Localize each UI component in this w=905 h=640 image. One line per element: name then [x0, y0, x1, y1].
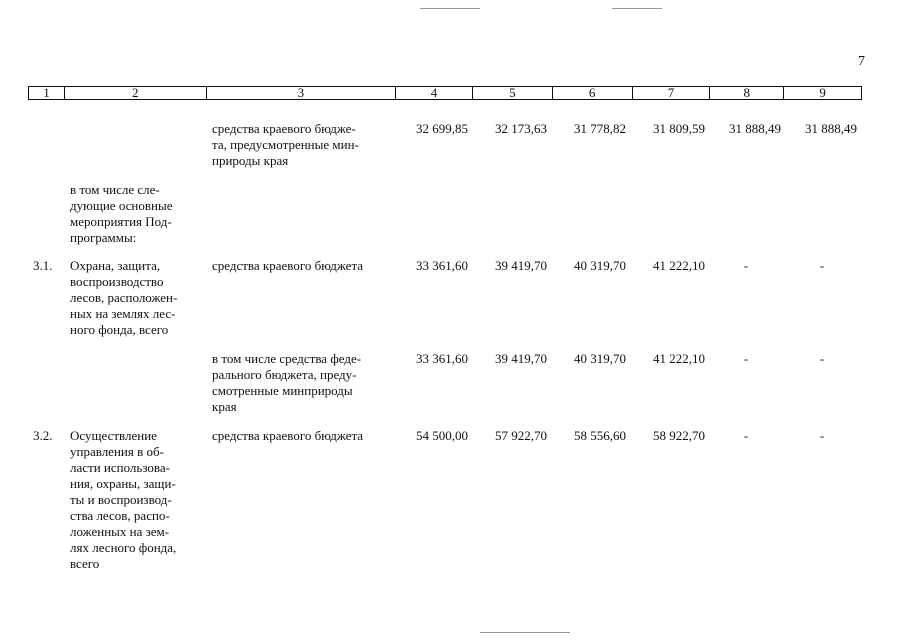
value-col-5: 32 173,63	[495, 121, 547, 136]
text-line: всего	[70, 556, 100, 571]
value-col-9: -	[819, 428, 825, 443]
text-line: в том числе средства феде-	[212, 351, 362, 366]
value-col-4: 54 500,00	[416, 428, 468, 443]
text-line: ния, охраны, защи-	[70, 476, 176, 491]
value-col-8: -	[743, 351, 749, 366]
value-col-4: 33 361,60	[416, 351, 468, 366]
funding-source-cell	[212, 121, 390, 169]
value-col-6: 58 556,60	[574, 428, 626, 443]
value-col-9: -	[819, 258, 825, 273]
text-line: смотренные минприроды	[212, 383, 353, 398]
text-line: та, предусмотренные мин-	[212, 137, 359, 152]
value-col-8: -	[743, 428, 749, 443]
column-header-7: 7	[633, 87, 711, 99]
value-col-9: 31 888,49	[805, 121, 857, 136]
column-header-6: 6	[553, 87, 633, 99]
scan-artifact	[612, 8, 662, 9]
value-col-7: 41 222,10	[653, 258, 705, 273]
page-number: 7	[858, 54, 865, 69]
text-line: воспроизводство	[70, 274, 164, 289]
column-header-1: 1	[29, 87, 65, 99]
column-header-8: 8	[710, 87, 784, 99]
column-header-2: 2	[65, 87, 207, 99]
funding-source-cell	[212, 428, 390, 444]
value-col-4: 32 699,85	[416, 121, 468, 136]
table-header-row	[28, 86, 862, 100]
text-line: Охрана, защита,	[70, 258, 161, 273]
row-index: 3.2.	[33, 428, 53, 443]
value-col-8: -	[743, 258, 749, 273]
column-header-5: 5	[473, 87, 553, 99]
text-line: ного фонда, всего	[70, 322, 169, 337]
text-line: ласти использова-	[70, 460, 170, 475]
value-col-5: 57 922,70	[495, 428, 547, 443]
text-line: Осуществление	[70, 428, 157, 443]
text-line: в том числе сле-	[70, 182, 160, 197]
text-line: ных на землях лес-	[70, 306, 176, 321]
text-line: рального бюджета, преду-	[212, 367, 357, 382]
value-col-6: 40 319,70	[574, 351, 626, 366]
column-header-4: 4	[396, 87, 473, 99]
measure-name-cell	[70, 258, 201, 338]
column-header-3: 3	[207, 87, 397, 99]
row-index: 3.1.	[33, 258, 53, 273]
text-line: лях лесного фонда,	[70, 540, 177, 555]
value-col-7: 31 809,59	[653, 121, 705, 136]
text-line: управления в об-	[70, 444, 164, 459]
value-col-5: 39 419,70	[495, 258, 547, 273]
text-line: края	[212, 399, 237, 414]
value-col-4: 33 361,60	[416, 258, 468, 273]
text-line: ложенных на зем-	[70, 524, 170, 539]
scan-artifact	[480, 632, 570, 633]
text-line: программы:	[70, 230, 137, 245]
text-line: ства лесов, распо-	[70, 508, 170, 523]
funding-source-cell	[212, 351, 390, 415]
value-col-7: 58 922,70	[653, 428, 705, 443]
scan-artifact	[420, 8, 480, 9]
text-line: средства краевого бюджета	[212, 428, 364, 443]
value-col-7: 41 222,10	[653, 351, 705, 366]
value-col-8: 31 888,49	[729, 121, 781, 136]
value-col-5: 39 419,70	[495, 351, 547, 366]
text-line: средства краевого бюджета	[212, 258, 364, 273]
text-line: природы края	[212, 153, 289, 168]
text-line: ты и воспроизвод-	[70, 492, 172, 507]
text-line: мероприятия Под-	[70, 214, 172, 229]
text-line: лесов, расположен-	[70, 290, 178, 305]
column-header-9: 9	[819, 85, 826, 100]
value-col-6: 31 778,82	[574, 121, 626, 136]
value-col-9: -	[819, 351, 825, 366]
funding-source-cell	[212, 258, 390, 274]
text-line: средства краевого бюдже-	[212, 121, 356, 136]
measure-name-cell	[70, 182, 201, 246]
text-line: дующие основные	[70, 198, 173, 213]
measure-name-cell	[70, 428, 201, 572]
value-col-6: 40 319,70	[574, 258, 626, 273]
